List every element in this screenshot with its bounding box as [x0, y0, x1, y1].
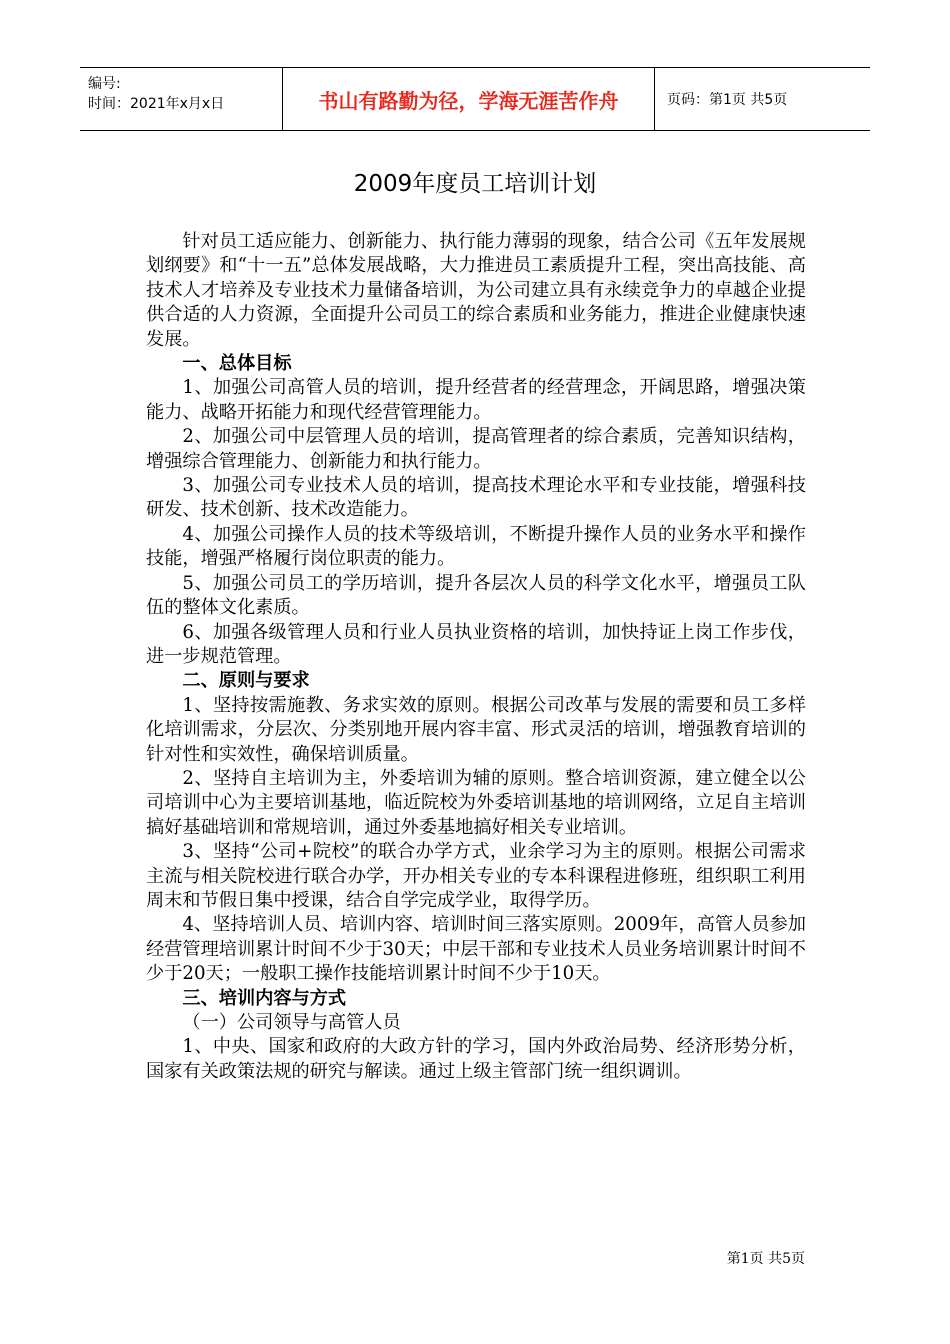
goal-item-5: 5、加强公司员工的学历培训，提升各层次人员的科学文化水平，增强员工队伍的整体文化素质。 — [146, 572, 806, 619]
principle-item-1: 1、坚持按需施教、务求实效的原则。根据公司改革与发展的需要和员工多样化培训需求，分层次、分类别地开展内容丰富、形式灵活的培训，增强教育培训的针对性和实效性，确保培训质量。 — [146, 694, 806, 765]
principle-item-4: 4、坚持培训人员、培训内容、培训时间三落实原则。2009年，高管人员参加经营管理培训累计时间不少于30天；中层干部和专业技术人员业务培训累计时间不少于20天；一般职工操作技能培训累计时间不少于10天。 — [146, 914, 806, 985]
subsection-heading-leaders: （一）公司领导与高管人员 — [182, 1012, 401, 1033]
section-heading-content: 三、培训内容与方式 — [182, 987, 347, 1009]
intro-paragraph: 针对员工适应能力、创新能力、执行能力薄弱的现象，结合公司《五年发展规划纲要》和“十一五”总体发展战略，大力推进员工素质提升工程，突出高技能、高技术人才培养及专业技术力量储备培训，为公司建立具有永续竞争力的卓越企业提供合适的人力资源，全面提升公司员工的综合素质和业务能力，推进企业健康快速发展。 — [146, 231, 806, 350]
goal-item-1: 1、加强公司高管人员的培训，提升经营者的经营理念，开阔思路，增强决策能力、战略开拓能力和现代经营管理能力。 — [146, 377, 806, 423]
goal-item-4: 4、加强公司操作人员的技术等级培训，不断提升操作人员的业务水平和操作技能，增强严格履行岗位职责的能力。 — [146, 523, 806, 570]
goal-item-6: 6、加强各级管理人员和行业人员执业资格的培训，加快持证上岗工作步伐，进一步规范管理。 — [146, 621, 806, 667]
page-header — [80, 67, 870, 131]
goal-item-3: 3、加强公司专业技术人员的培训，提高技术理论水平和专业技能，增强科技研发、技术创新、技术改造能力。 — [146, 475, 806, 521]
content-item-1: 1、中央、国家和政府的大政方针的学习，国内外政治局势、经济形势分析，国家有关政策法规的研究与解读。通过上级主管部门统一组织调训。 — [146, 1036, 806, 1082]
principle-item-2: 2、坚持自主培训为主，外委培训为辅的原则。整合培训资源，建立健全以公司培训中心为主要培训基地，临近院校为外委培训基地的培训网络，立足自主培训搞好基础培训和常规培训，通过外委基地搞好相关专业培训。 — [146, 767, 806, 838]
header-motto: 书山有路勤为径，学海无涯苦作舟 — [282, 68, 655, 130]
document-title: 2009年度员工培训计划 — [353, 171, 597, 197]
document-body — [146, 230, 806, 1084]
principle-item-3: 3、坚持“公司+院校”的联合办学方式，业余学习为主的原则。根据公司需求主流与相关院校进行联合办学，开办相关专业的专本科课程进修班，组织职工利用周末和节假日集中授课，结合自学完成学业，取得学历。 — [146, 841, 806, 911]
section-heading-goals: 一、总体目标 — [182, 353, 292, 375]
document-date-label: 时间：2021年x月x日 — [88, 96, 225, 112]
document-number-label: 编号: — [88, 76, 121, 92]
section-heading-principles: 二、原则与要求 — [182, 670, 310, 692]
goal-item-2: 2、加强公司中层管理人员的培训，提高管理者的综合素质，完善知识结构，增强综合管理能力、创新能力和执行能力。 — [146, 426, 806, 472]
header-meta — [80, 68, 282, 130]
page-footer: 第1页 共5页 — [726, 1251, 805, 1267]
header-page-number: 页码：第1页 共5页 — [667, 92, 788, 108]
